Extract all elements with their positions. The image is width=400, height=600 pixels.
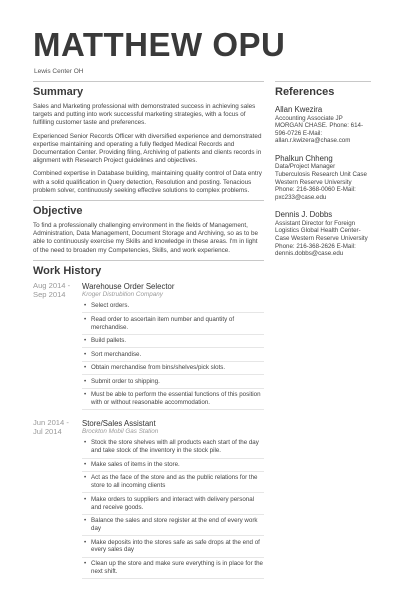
job-entry bbox=[33, 419, 264, 579]
job-dates: Aug 2014 - Sep 2014 bbox=[33, 280, 71, 299]
duty-text: Make orders to suppliers and interact with delivery personal and receive goods. bbox=[91, 495, 255, 511]
duty-text: Make deposits into the stores safe as safe drops at the end of every sales day bbox=[91, 538, 260, 554]
job-body bbox=[82, 282, 264, 410]
summary-paragraph: Combined expertise in Database building, maintaining quality control of Data entry with a solid qualification in Query detection, Resolution and posting. Tenacious problem solver, continuously seeking effective solutions to complex problems. bbox=[33, 170, 262, 194]
reference-name: Dennis J. Dobbs bbox=[275, 210, 333, 220]
duty-item bbox=[82, 472, 264, 493]
job-company: Kroger Distrubition Company bbox=[82, 290, 163, 298]
bullet-icon: • bbox=[84, 439, 87, 447]
duty-item bbox=[82, 362, 264, 376]
reference-entry bbox=[275, 210, 371, 257]
references-heading: References bbox=[275, 81, 371, 100]
candidate-name: MATTHEW OPU bbox=[33, 26, 286, 63]
objective-section bbox=[33, 200, 264, 255]
reference-entry bbox=[275, 154, 371, 201]
duty-text: Read order to ascertain item number and quantity of merchandise. bbox=[91, 315, 235, 331]
bullet-icon: • bbox=[84, 517, 87, 525]
objective-text: To find a professionally challenging environment in the fields of Management, Administration, Data Management, Document Storage and Archiving, so as to be able to continuously exercise my Skills and knowledge in these areas. I'm in light of the need to broaden my Competencies, Skills, and work experience. bbox=[33, 222, 259, 254]
references-column bbox=[275, 78, 371, 258]
summary-paragraph: Sales and Marketing professional with demonstrated success in achieving sales targets and putting into work successful marketing strategies, with a focus of fulfilling customer taste and preferences. bbox=[33, 103, 256, 127]
work-history-section bbox=[33, 260, 264, 579]
bullet-icon: • bbox=[84, 350, 87, 358]
summary-heading: Summary bbox=[33, 81, 264, 100]
reference-details: Accounting Associate JP MORGAN CHASE. Phone: 614-596-0726 E-Mail: allan.r.kwizera@chase.com bbox=[275, 114, 364, 145]
bullet-icon: • bbox=[84, 315, 87, 323]
job-title: Store/Sales Assistant bbox=[82, 419, 156, 429]
duty-item bbox=[82, 459, 264, 473]
job-company: Brockton Mobil Gas Station bbox=[82, 428, 159, 436]
duty-item bbox=[82, 536, 264, 557]
bullet-icon: • bbox=[84, 460, 87, 468]
duty-item bbox=[82, 437, 264, 458]
bullet-icon: • bbox=[84, 302, 87, 310]
main-column bbox=[33, 78, 264, 579]
duty-text: Stock the store shelves with all products each start of the day and take stock of the inventory in the stock pile. bbox=[91, 439, 259, 455]
duty-text: Act as the face of the store and as the public relations for the store to all incoming clients bbox=[91, 474, 258, 490]
job-duties-list bbox=[82, 300, 264, 410]
duty-text: Obtain merchandise from bins/shelves/pick slots. bbox=[91, 364, 226, 372]
summary-section bbox=[33, 81, 264, 195]
duty-item bbox=[82, 558, 264, 579]
duty-text: Sort merchandise. bbox=[91, 350, 142, 358]
duty-text: Select orders. bbox=[91, 302, 130, 310]
bullet-icon: • bbox=[84, 364, 87, 372]
reference-name: Phalkun Chheng bbox=[275, 153, 333, 163]
bullet-icon: • bbox=[84, 337, 87, 345]
duty-item bbox=[82, 348, 264, 362]
duty-item bbox=[82, 515, 264, 536]
duty-item bbox=[82, 300, 264, 314]
duty-item bbox=[82, 313, 264, 334]
reference-entry bbox=[275, 105, 371, 145]
bullet-icon: • bbox=[84, 391, 87, 399]
summary-paragraph: Experienced Senior Records Officer with diversified experience and demonstrated expertise maintaining and operating a fully fledged Medical Records and Documentation Center. Providing filing, Archiving of patients and clients records in alignment with Research Project guidelines and objectives. bbox=[33, 132, 262, 165]
reference-details: Assistant Director for Foreign Logistics Global Health Center- Case Western Reserve University Phone: 216-368-2626 E-Mail: dennis.dobbs@case.edu bbox=[275, 219, 368, 258]
objective-heading: Objective bbox=[33, 200, 264, 219]
duty-item bbox=[82, 375, 264, 389]
work-history-heading: Work History bbox=[33, 260, 264, 279]
job-title: Warehouse Order Selector bbox=[82, 281, 175, 291]
duty-text: Build pallets. bbox=[91, 337, 127, 345]
duty-item bbox=[82, 389, 264, 410]
bullet-icon: • bbox=[84, 377, 87, 385]
job-entry bbox=[33, 282, 264, 410]
job-body bbox=[82, 419, 264, 579]
bullet-icon: • bbox=[84, 559, 87, 567]
duty-text: Submit order to shipping. bbox=[91, 377, 160, 385]
job-duties-list bbox=[82, 437, 264, 579]
duty-text: Must be able to perform the essential functions of this position with or without reasonable accommodation. bbox=[91, 391, 261, 406]
candidate-location: Lewis Center OH bbox=[34, 68, 84, 75]
reference-details: Data/Project Manager Tuberculosis Research Unit Case Western Reserve University Phone: 216-368-0060 E-Mail: pxc233@case.edu bbox=[275, 163, 367, 201]
duty-item bbox=[82, 335, 264, 349]
duty-item bbox=[82, 493, 264, 514]
duty-text: Clean up the store and make sure everything is in place for the next shift. bbox=[91, 559, 263, 575]
reference-name: Allan Kwezira bbox=[275, 105, 323, 114]
bullet-icon: • bbox=[84, 495, 87, 503]
duty-text: Make sales of items in the store. bbox=[91, 460, 180, 468]
bullet-icon: • bbox=[84, 474, 87, 482]
job-dates: Jun 2014 - Jul 2014 bbox=[33, 418, 69, 436]
duty-text: Balance the sales and store register at the end of every work day bbox=[91, 517, 258, 533]
bullet-icon: • bbox=[84, 538, 87, 546]
